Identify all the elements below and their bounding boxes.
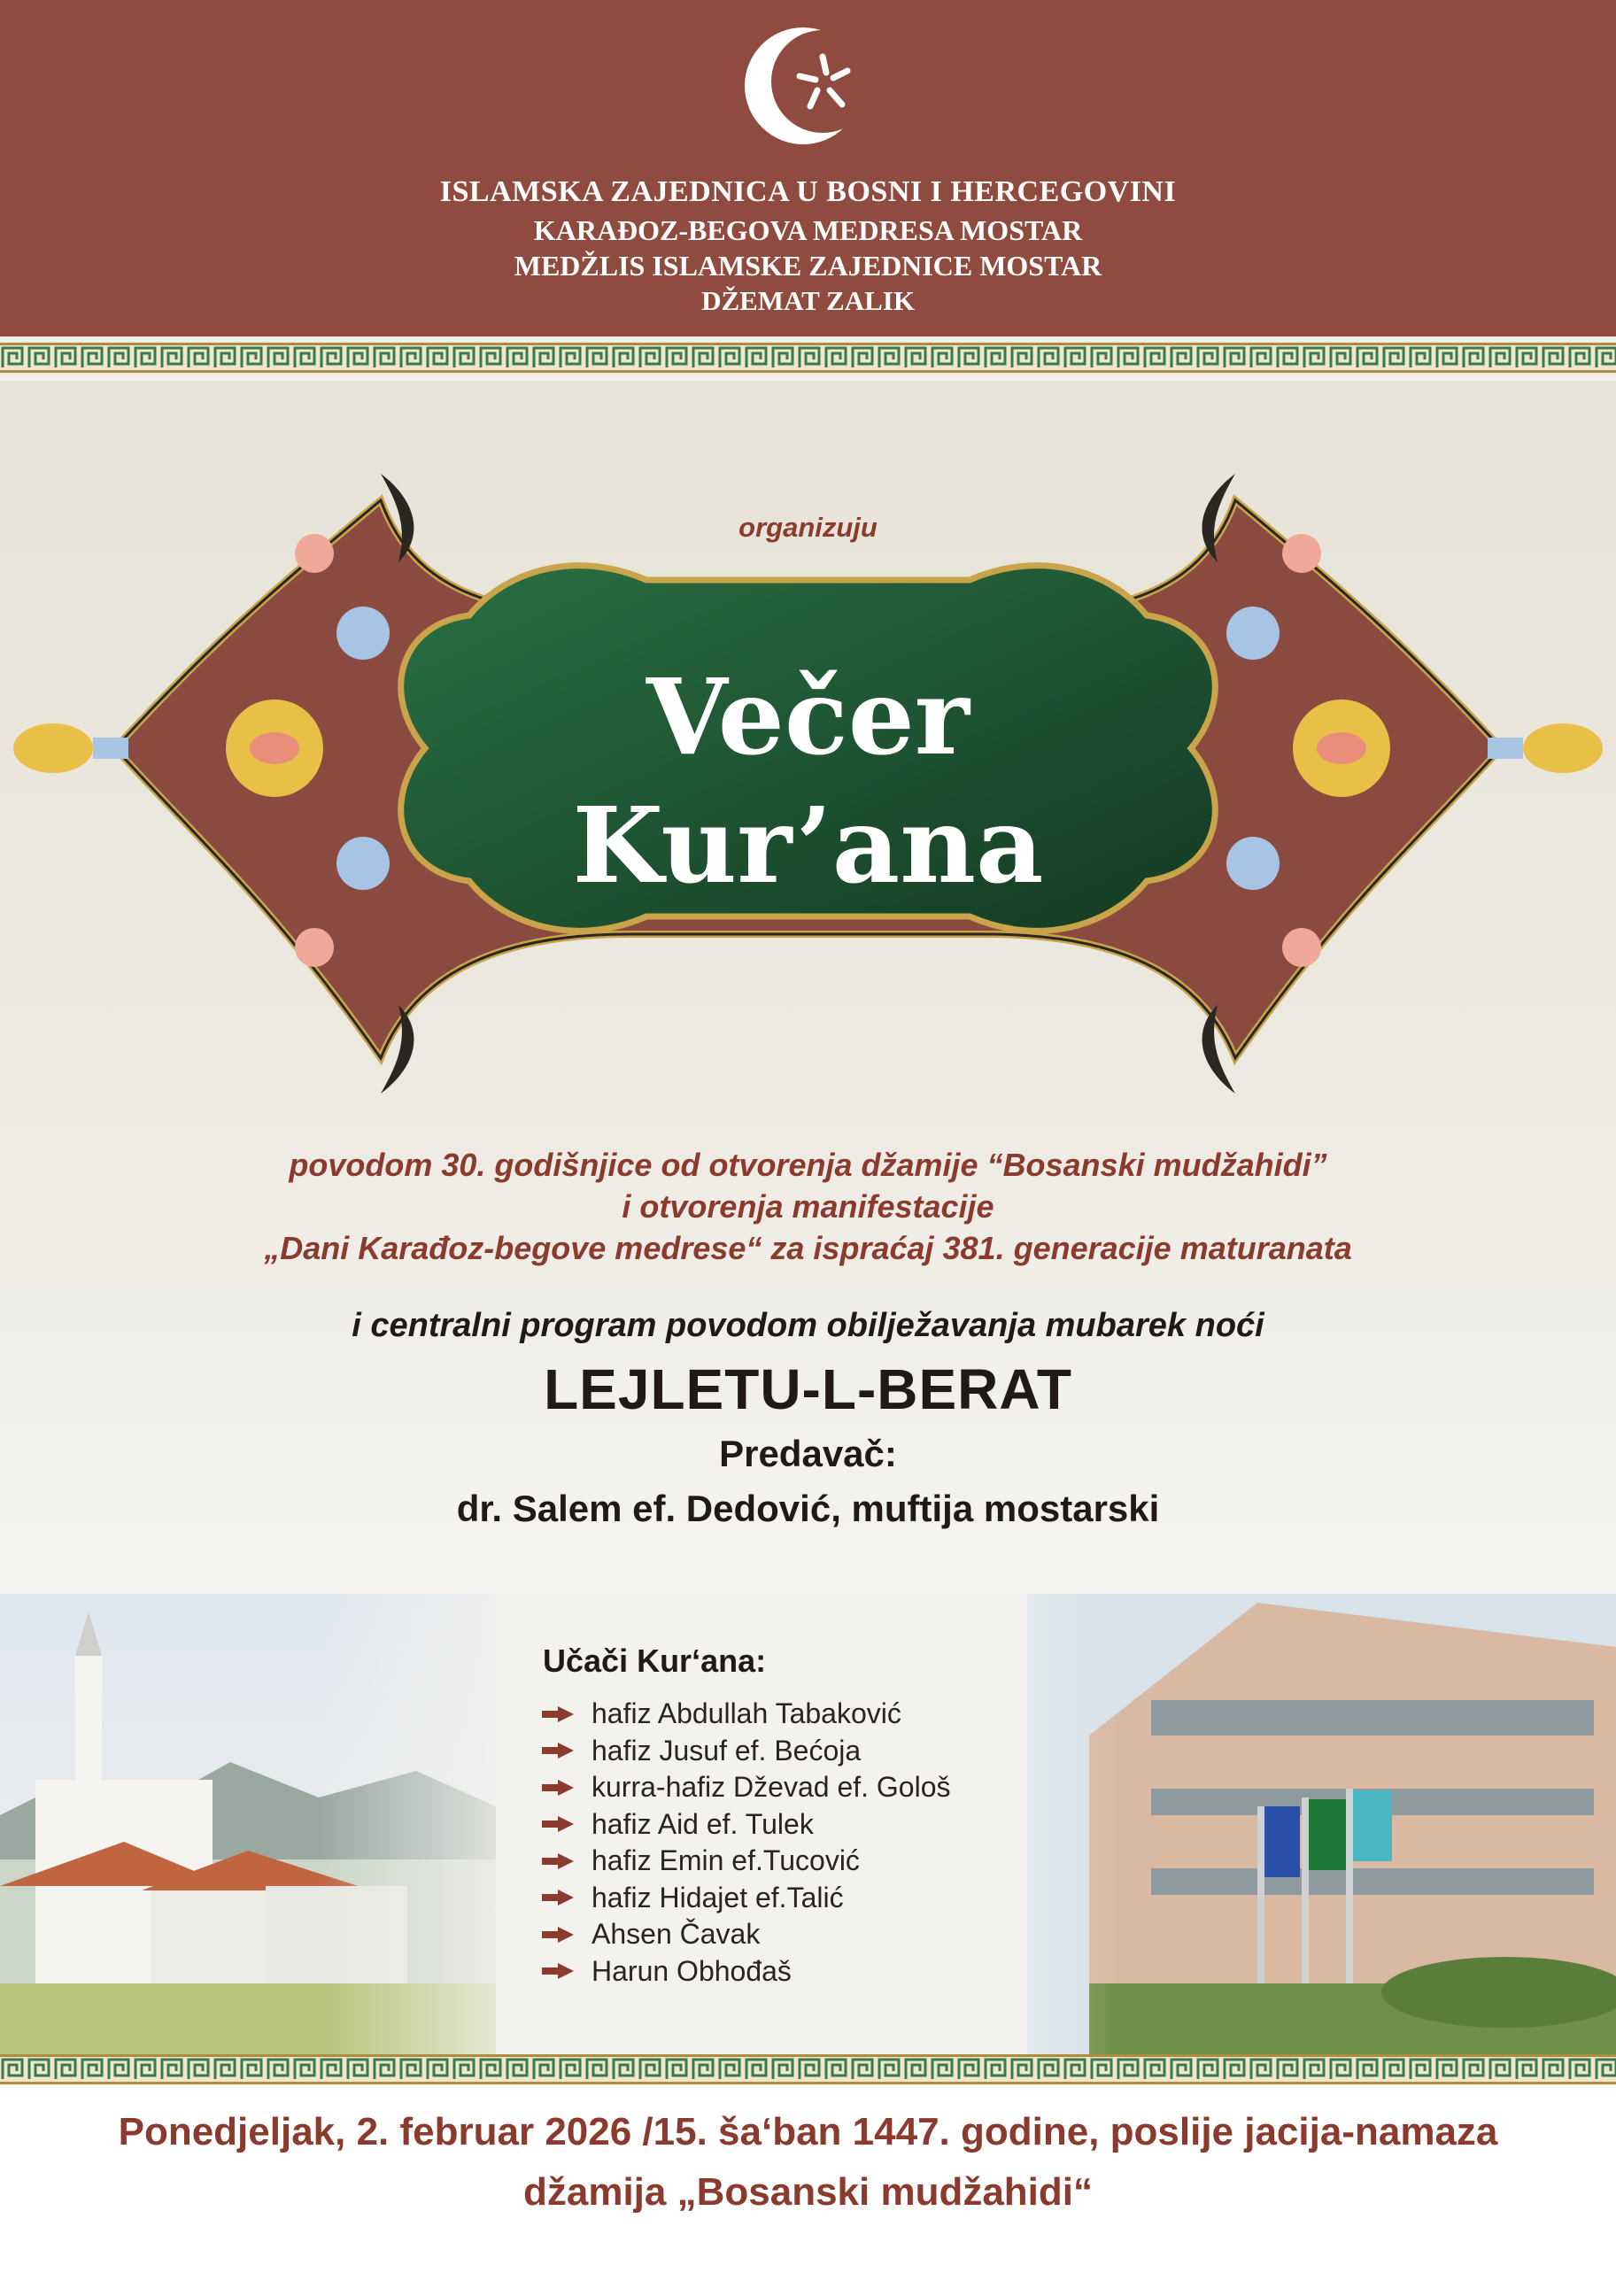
org-line-3: MEDŽLIS ISLAMSKE ZAJEDNICE MOSTAR	[514, 250, 1102, 282]
reciter-name: hafiz Aid ef. Tulek	[592, 1807, 814, 1840]
lecturer-label: Predavač:	[719, 1433, 897, 1474]
reciter-name: hafiz Emin ef.Tucović	[592, 1844, 860, 1877]
event-title-line-2: Kur’ana	[572, 784, 1044, 907]
crescent-star-logo-icon	[741, 19, 874, 152]
arrow-bullet-icon	[540, 1926, 576, 1944]
reciter-name: Ahsen Čavak	[592, 1918, 761, 1951]
night-name-heading: LEJLETU-L-BERAT	[544, 1357, 1072, 1421]
event-title-line-1: Večer	[646, 655, 970, 778]
event-place-line: džamija „Bosanski mudžahidi“	[522, 2170, 1094, 2214]
list-item	[540, 1696, 951, 1733]
org-line-2: KARAĐOZ-BEGOVA MEDRESA MOSTAR	[533, 214, 1083, 246]
list-item	[540, 1806, 951, 1844]
event-date-line: Ponedjeljak, 2. februar 2026 /15. ša‘ban 1447. godine, poslije jacija-namaza	[118, 2110, 1498, 2153]
arrow-bullet-icon	[540, 1705, 576, 1723]
org-line-4: DŽEMAT ZALIK	[701, 285, 915, 316]
list-item	[540, 1880, 951, 1917]
arrow-bullet-icon	[540, 1889, 576, 1906]
list-item	[540, 1916, 951, 1953]
arrow-bullet-icon	[540, 1962, 576, 1980]
reciter-name: kurra-hafiz Dževad ef. Gološ	[592, 1771, 951, 1804]
arrow-bullet-icon	[540, 1852, 576, 1870]
meander-border-bottom	[0, 2054, 1616, 2084]
list-item	[540, 1733, 951, 1770]
reciter-name: hafiz Hidajet ef.Talić	[592, 1881, 844, 1913]
occasion-line-2: i otvorenja manifestacije	[622, 1188, 994, 1225]
central-program-line: i centralni program povodom obilježavanja mubarek noći	[352, 1307, 1264, 1344]
reciters-list	[540, 1696, 951, 1990]
lecturer-name: dr. Salem ef. Dedović, muftija mostarski	[456, 1488, 1160, 1529]
meander-border-top	[0, 343, 1616, 373]
reciter-name: hafiz Abdullah Tabaković	[592, 1697, 901, 1730]
reciter-name: Harun Obhođaš	[592, 1954, 792, 1987]
reciter-name: hafiz Jusuf ef. Bećoja	[592, 1734, 862, 1766]
list-item	[540, 1843, 951, 1880]
occasion-line-3: „Dani Karađoz-begove medrese“ za ispraćaj 381. generacije maturanata	[264, 1230, 1352, 1266]
list-item	[540, 1769, 951, 1806]
occasion-line-1: povodom 30. godišnjice od otvorenja džamije “Bosanski mudžahidi”	[289, 1147, 1327, 1183]
arrow-bullet-icon	[540, 1815, 576, 1833]
header-banner	[0, 0, 1616, 336]
organize-label: organizuju	[738, 512, 878, 543]
list-item	[540, 1953, 951, 1991]
reciters-title: Učači Kur‘ana:	[543, 1643, 767, 1679]
arrow-bullet-icon	[540, 1779, 576, 1797]
org-line-1: ISLAMSKA ZAJEDNICA U BOSNI I HERCEGOVINI	[439, 175, 1177, 208]
arrow-bullet-icon	[540, 1742, 576, 1759]
